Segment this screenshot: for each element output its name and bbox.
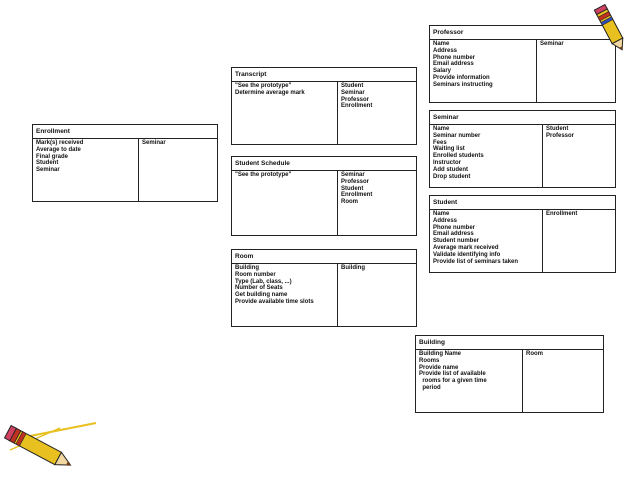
pencil-icon	[0, 420, 100, 475]
list-item: Email address	[433, 231, 474, 238]
list-item: Average to date	[36, 146, 81, 153]
list-item: Enrollment	[546, 211, 578, 217]
list-item: "See the prototype"	[235, 83, 292, 89]
collaborators	[523, 349, 603, 412]
card-title: Transcript	[232, 68, 416, 82]
responsibilities	[416, 349, 523, 412]
crc-card-transcript	[231, 67, 417, 145]
list-item: Type (Lab, class, ...)	[235, 278, 292, 285]
list-item: Student	[546, 126, 569, 132]
list-item: Seminar	[341, 89, 365, 96]
list-item: Enrollment	[341, 192, 373, 199]
list-item: Mark(s) received	[36, 140, 84, 146]
list-item: Seminars instructing	[433, 81, 493, 88]
responsibilities	[232, 170, 338, 235]
list-item: Name	[433, 211, 450, 217]
list-item: rooms for a given time	[419, 378, 487, 385]
responsibilities	[232, 263, 338, 326]
crc-card-seminar	[429, 110, 616, 188]
collaborators	[543, 209, 615, 272]
list-item: Number of Seats	[235, 285, 283, 292]
list-item: Student number	[433, 238, 479, 245]
responsibilities	[232, 81, 338, 144]
pencil-icon	[588, 0, 632, 58]
list-item: Seminar	[142, 140, 166, 146]
list-item: Provide information	[433, 74, 490, 81]
list-item: Final grade	[36, 153, 69, 160]
crc-card-student-schedule	[231, 156, 417, 236]
card-title: Seminar	[430, 111, 615, 125]
list-item: Determine average mark	[235, 89, 305, 96]
list-item: Salary	[433, 68, 452, 75]
list-item: Building	[235, 265, 259, 271]
list-item: Student	[341, 83, 364, 89]
crc-card-enrollment	[32, 124, 218, 202]
list-item: Get building name	[235, 292, 288, 299]
list-item: Address	[433, 47, 458, 54]
list-item: Drop student	[433, 173, 471, 180]
collaborators	[338, 81, 416, 144]
card-title: Student	[430, 196, 615, 210]
list-item: Enrollment	[341, 103, 373, 110]
responsibilities	[430, 209, 543, 272]
list-item: Enrolled students	[433, 153, 484, 160]
crc-card-room	[231, 249, 417, 327]
list-item: Phone number	[433, 54, 476, 61]
list-item: Name	[433, 126, 450, 132]
card-title: Professor	[430, 26, 615, 40]
responsibilities	[430, 124, 543, 187]
collaborators	[338, 170, 416, 235]
list-item: Building Name	[419, 351, 462, 357]
list-item: Provide name	[419, 364, 459, 371]
list-item: Email address	[433, 61, 474, 68]
list-item: Fees	[433, 139, 447, 146]
list-item: Room	[341, 199, 358, 206]
list-item: Average mark received	[433, 244, 499, 251]
list-item: Waiting list	[433, 146, 465, 153]
list-item: period	[419, 384, 441, 391]
crc-card-building	[415, 335, 604, 413]
list-item: Add student	[433, 166, 468, 173]
list-item: Instructor	[433, 159, 462, 166]
list-item: Validate identifying info	[433, 251, 501, 258]
list-item: Name	[433, 41, 450, 47]
list-item: Professor	[341, 178, 370, 185]
list-item: Student	[36, 160, 59, 167]
list-item: Building	[341, 265, 365, 271]
list-item: Professor	[341, 96, 370, 103]
list-item: Professor	[546, 132, 575, 139]
card-title: Room	[232, 250, 416, 264]
list-item: Seminar	[341, 172, 365, 178]
collaborators	[543, 124, 615, 187]
responsibilities	[33, 138, 139, 201]
list-item: Room number	[235, 271, 276, 278]
card-title: Enrollment	[33, 125, 217, 139]
list-item: Room	[526, 351, 543, 357]
list-item: Address	[433, 217, 458, 224]
list-item: Seminar	[540, 41, 564, 47]
list-item: Student	[341, 185, 364, 192]
collaborators	[139, 138, 217, 201]
responsibilities	[430, 39, 537, 102]
list-item: Seminar number	[433, 132, 481, 139]
list-item: Provide available time slots	[235, 298, 314, 305]
list-item: Provide list of seminars taken	[433, 258, 519, 265]
collaborators	[338, 263, 416, 326]
list-item: Rooms	[419, 357, 440, 364]
list-item: Provide list of available	[419, 371, 486, 378]
crc-card-student	[429, 195, 616, 273]
list-item: Phone number	[433, 224, 476, 231]
card-title: Building	[416, 336, 603, 350]
card-title: Student Schedule	[232, 157, 416, 171]
list-item: Seminar	[36, 167, 60, 174]
list-item: "See the prototype"	[235, 172, 292, 178]
